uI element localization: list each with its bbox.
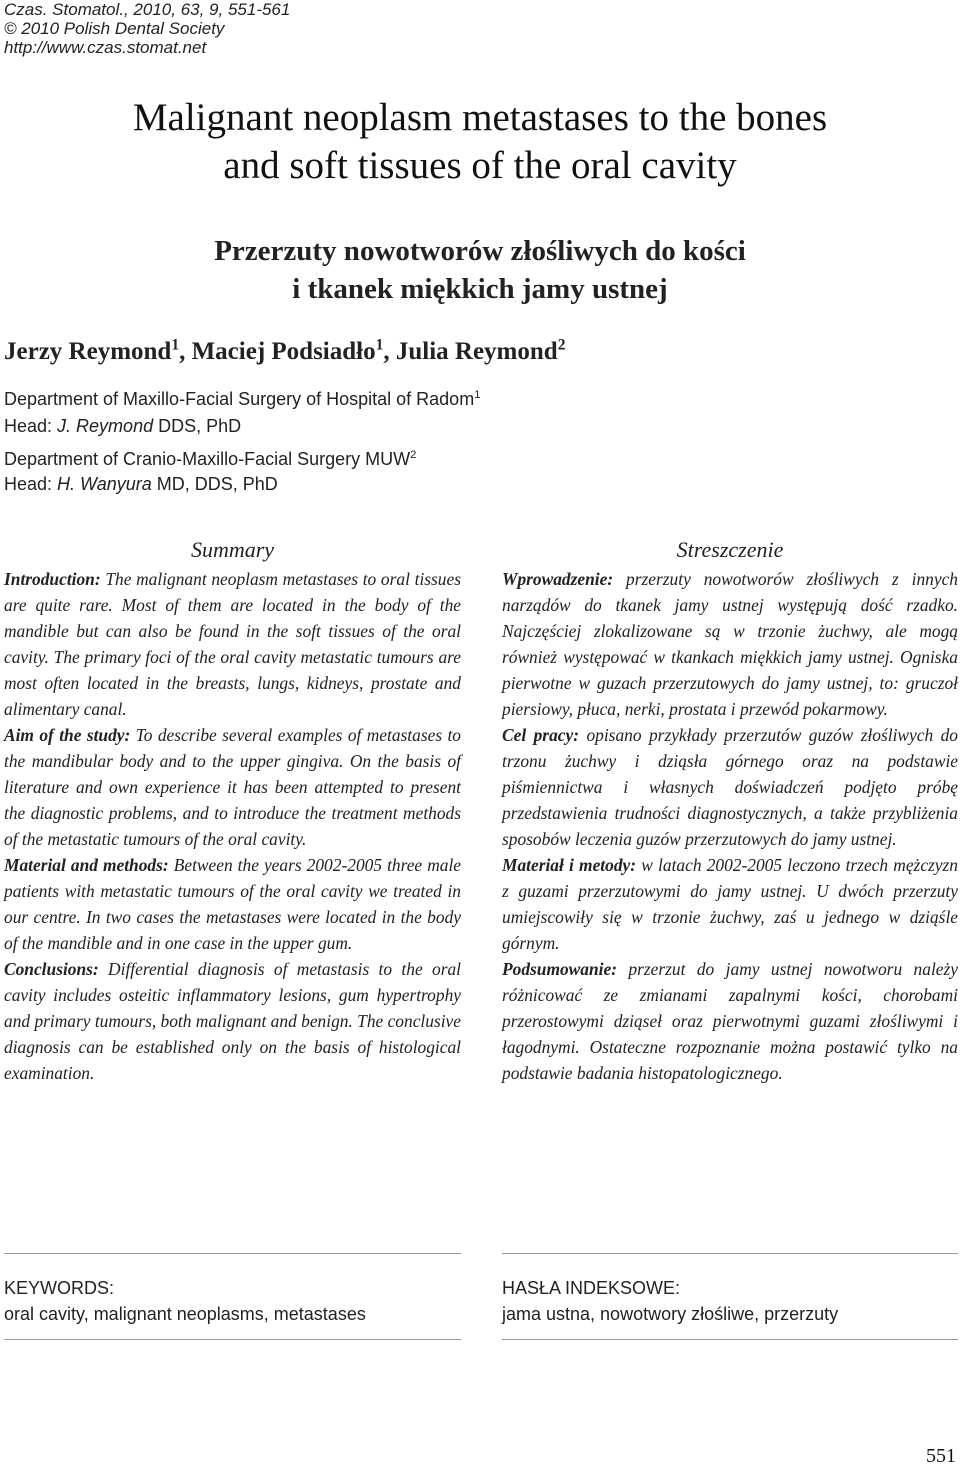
summary-methods	[4, 852, 461, 956]
section-label: Conclusions:	[4, 959, 99, 979]
section-label: Introduction:	[4, 569, 101, 589]
author-name: Maciej Podsiadło	[191, 338, 376, 365]
section-text: w latach 2002-2005 leczono trzech mężczyzn z guzami przerzutowymi do jamy ustnej. U dwóch przerzuty umiejscowiły się w trzonie żuchwy, zaś u jednego w dziąśle górnym.	[502, 855, 958, 953]
keywords-top-rule	[4, 1253, 461, 1254]
streszczenie-column	[502, 535, 958, 1086]
summary-introduction	[4, 566, 461, 722]
section-text: opisano przykłady przerzutów guzów złośliwych do trzonu żuchwy i dziąsła górnego oraz na podstawie piśmiennictwa i własnych doświadczeń podjęto próbę przedstawienia trudności diagnostycznych, a także przybliżenia sposobów leczenia guzów przerzutowych do jamy ustnej.	[502, 725, 958, 849]
affiliation-1-department	[4, 388, 480, 410]
journal-copyright: © 2010 Polish Dental Society	[4, 19, 225, 38]
section-label: Cel pracy:	[502, 725, 579, 745]
section-text: przerzuty nowotworów złośliwych z innych narządów do tkanek jamy ustnej występują dość rzadko. Najczęściej zlokalizowane są w trzonie żuchwy, ale mogą również występować w tkankach miękkich jamy ustnej. Ogniska pierwotne w guzach przerzutowych do jamy ustnej, to: gruczoł piersiowy, płuca, nerki, prostata i przewód pokarmowy.	[502, 569, 958, 719]
affiliation-department-text: Department of Maxillo-Facial Surgery of Hospital of Radom	[4, 389, 475, 409]
affiliation-head-name: H. Wanyura	[57, 474, 152, 494]
section-label: Aim of the study:	[4, 725, 131, 745]
journal-url[interactable]: http://www.czas.stomat.net	[4, 38, 207, 57]
page-number: 551	[926, 1445, 956, 1467]
affiliation-department-text: Department of Cranio-Maxillo-Facial Surgery MUW	[4, 449, 411, 469]
section-text: The malignant neoplasm metastases to oral tissues are quite rare. Most of them are located in the body of the mandible but can also be found in the soft tissues of the oral cavity. The primary foci of the oral cavity metastatic tumours are most often located in the breasts, lungs, kidneys, prostate and alimentary canal.	[4, 569, 461, 719]
affiliation-2-department	[4, 448, 416, 470]
section-label: Podsumowanie:	[502, 959, 617, 979]
title-polish	[0, 232, 960, 308]
summary-heading: Summary	[190, 537, 275, 562]
streszczenie-heading: Streszczenie	[676, 537, 784, 562]
section-text: To describe several examples of metastases to the mandibular body and to the upper gingiva. On the basis of literature and own experience it has been attempted to present the diagnostic problems, and to introduce the treatment methods of the metastatic tumours of the oral cavity.	[4, 725, 461, 849]
affiliation-2-head	[4, 473, 278, 495]
summary-aim	[4, 722, 461, 852]
summary-conclusions	[4, 956, 461, 1086]
streszczenie-podsumowanie	[502, 956, 958, 1086]
section-label: Materiał i metody:	[502, 855, 637, 875]
affiliation-head-prefix: Head:	[4, 416, 58, 436]
affiliation-head-suffix: MD, DDS, PhD	[151, 474, 278, 494]
streszczenie-metody	[502, 852, 958, 956]
author-name: Jerzy Reymond	[4, 338, 172, 365]
title-english-line1: Malignant neoplasm metastases to the bones	[132, 96, 828, 139]
keywords-bottom-rule	[4, 1339, 461, 1340]
affiliation-head-prefix: Head:	[4, 474, 58, 494]
author-affiliation-mark: 1	[171, 336, 180, 354]
section-text: Between the years 2002-2005 three male patients with metastatic tumours of the oral cavity we treated in our centre. In two cases the metastases were located in the body of the mandible and in one case in the upper gum.	[4, 855, 461, 953]
author-affiliation-mark: 1	[375, 336, 384, 354]
keywords-pl-value: jama ustna, nowotwory złośliwe, przerzuty	[502, 1304, 839, 1324]
affiliation-head-name: J. Reymond	[57, 416, 154, 436]
author-name: Julia Reymond	[395, 338, 558, 365]
journal-citation: Czas. Stomatol., 2010, 63, 9, 551-561	[4, 0, 291, 19]
title-polish-line1: Przerzuty nowotworów złośliwych do kości	[214, 235, 746, 267]
title-english-line2: and soft tissues of the oral cavity	[223, 144, 737, 187]
affiliation-mark: 1	[474, 389, 481, 401]
affiliation-head-suffix: DDS, PhD	[153, 416, 242, 436]
title-english	[0, 94, 960, 190]
affiliation-1-head	[4, 415, 241, 437]
section-label: Material and methods:	[4, 855, 169, 875]
keywords-pl-bottom-rule	[502, 1339, 958, 1340]
keywords-pl-label: HASŁA INDEKSOWE:	[502, 1278, 681, 1298]
streszczenie-cel	[502, 722, 958, 852]
author-affiliation-mark: 2	[557, 336, 566, 354]
summary-column	[4, 535, 461, 1086]
keywords-en-label: KEYWORDS:	[4, 1278, 115, 1298]
author-list	[4, 336, 565, 368]
section-text: przerzut do jamy ustnej nowotworu należy różnicować ze zmianami zapalnymi kości, chorobami przerostowymi dziąseł oraz pierwotnymi guzami złośliwymi i łagodnymi. Ostateczne rozpoznanie można postawić tylko na podstawie badania histopatologicznego.	[502, 959, 958, 1083]
author-separator: ,	[383, 338, 396, 365]
keywords-pl-top-rule	[502, 1253, 958, 1254]
section-text: Differential diagnosis of metastasis to the oral cavity includes osteitic inflammatory lesions, gum hypertrophy and primary tumours, both malignant and benign. The conclusive diagnosis can be established only on the basis of histological examination.	[4, 959, 461, 1083]
affiliation-mark: 2	[410, 449, 417, 461]
title-polish-line2: i tkanek miękkich jamy ustnej	[292, 273, 668, 305]
author-separator: ,	[179, 338, 192, 365]
section-label: Wprowadzenie:	[502, 569, 614, 589]
journal-info	[4, 0, 290, 57]
keywords-en-value: oral cavity, malignant neoplasms, metastases	[4, 1304, 366, 1324]
streszczenie-wprowadzenie	[502, 566, 958, 722]
